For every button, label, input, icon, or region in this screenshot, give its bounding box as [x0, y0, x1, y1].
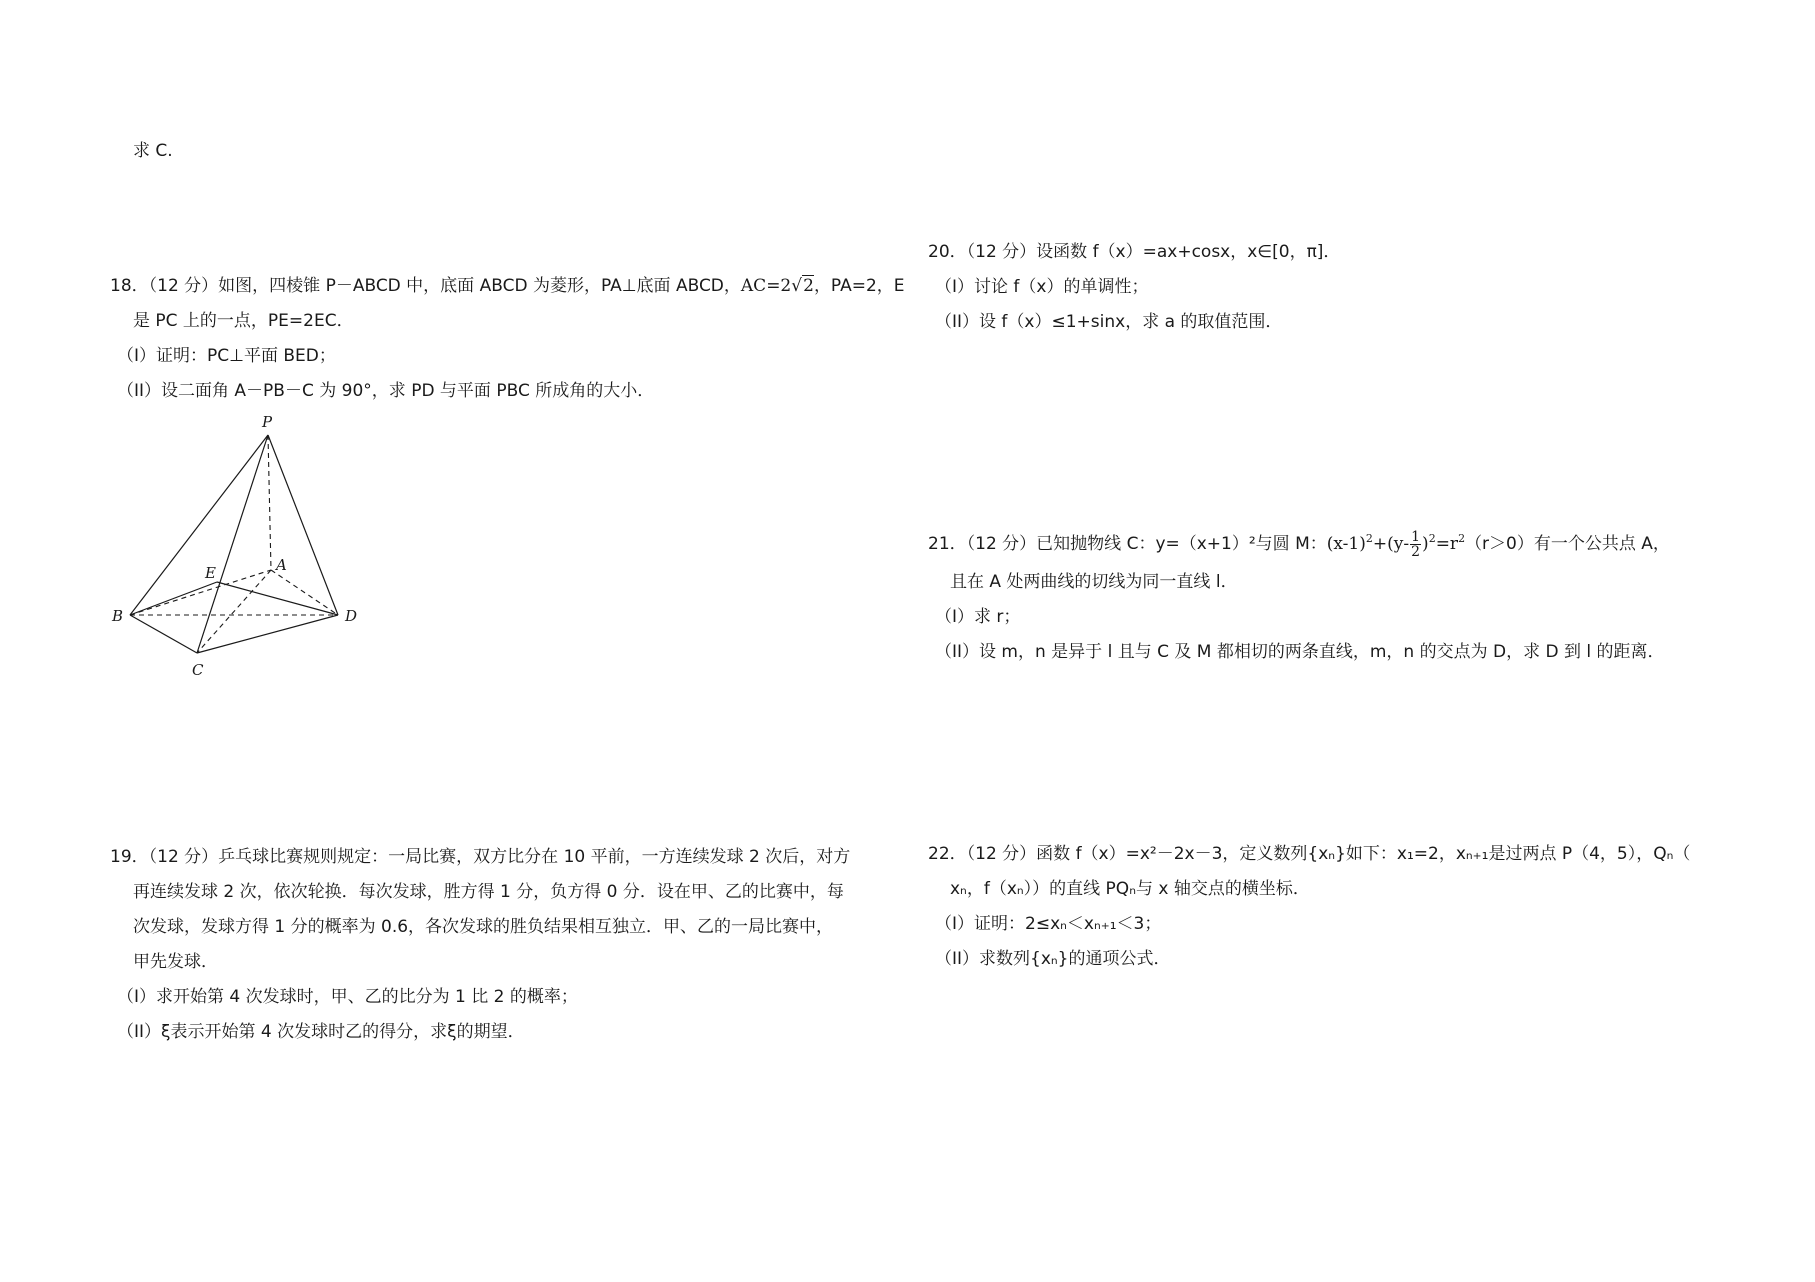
q21-eq-d: =r: [1435, 534, 1459, 554]
q21-eq-exp2: 2: [1428, 532, 1436, 545]
q19-line2: 再连续发球 2 次，依次轮换．每次发球，胜方得 1 分，负方得 0 分．设在甲、乙的比赛中，每: [133, 882, 844, 902]
edge-ED: [217, 582, 338, 615]
q22-line1: 22．（12 分）函数 f（x）=x²－2x－3，定义数列{xₙ}如下：x₁=2，xₙ₊₁是过两点 P（4，5），Qₙ（: [928, 844, 1691, 864]
q20-part1: （I）讨论 f（x）的单调性；: [935, 277, 1149, 297]
label-B: B: [112, 607, 124, 625]
q18-sqrt: √2: [791, 276, 814, 296]
q21-tail: （r＞0）有一个公共点 A，: [1465, 534, 1670, 554]
q18-part2: （II）设二面角 A－PB－C 为 90°，求 PD 与平面 PBC 所成角的大小．: [117, 381, 655, 401]
label-C: C: [192, 661, 204, 679]
q18-head: 18．（12 分）如图，四棱锥 P－ABCD 中，底面 ABCD 为菱形，PA⊥底面 ABCD，: [110, 276, 741, 296]
q21-line2: 且在 A 处两曲线的切线为同一直线 l．: [950, 572, 1238, 592]
q18-line1: [110, 275, 905, 297]
pyramid-figure: [100, 405, 380, 685]
q21-eq-exp3: 2: [1458, 532, 1466, 545]
q21-eq: [1326, 529, 1466, 560]
q21-frac-num: 1: [1411, 529, 1421, 545]
q18-part1: （I）证明：PC⊥平面 BED；: [117, 346, 336, 366]
q19-part2: （II）ξ表示开始第 4 次发球时乙的得分，求ξ的期望．: [117, 1022, 525, 1042]
edge-BC: [130, 615, 197, 653]
edge-PB: [130, 435, 268, 615]
edge-AC: [197, 570, 271, 653]
q21-eq-a: (x-1): [1326, 534, 1366, 554]
q21-eq-exp1: 2: [1365, 532, 1373, 545]
q19-line4: 甲先发球．: [133, 952, 218, 972]
edge-AD: [271, 570, 338, 615]
q21-frac-den: 2: [1411, 544, 1421, 560]
q18-line2: 是 PC 上的一点，PE=2EC．: [133, 311, 354, 331]
q17-tail: 求 C.: [133, 141, 173, 161]
q21-part1: （I）求 r；: [935, 607, 1021, 627]
edge-CD: [197, 615, 338, 653]
edge-PD: [268, 435, 338, 615]
q21-line1: [928, 522, 1670, 561]
q19-line1: 19．（12 分）乒乓球比赛规则规定：一局比赛，双方比分在 10 平前，一方连续发球 2 次后，对方: [110, 847, 851, 867]
q19-part1: （I）求开始第 4 次发球时，甲、乙的比分为 1 比 2 的概率；: [117, 987, 578, 1007]
q22-part1: （I）证明：2≤xₙ＜xₙ₊₁＜3；: [935, 914, 1162, 934]
q22-line2: xₙ，f（xₙ））的直线 PQₙ与 x 轴交点的横坐标．: [950, 879, 1310, 899]
label-P: P: [262, 413, 273, 431]
q19-line3: 次发球，发球方得 1 分的概率为 0.6，各次发球的胜负结果相互独立．甲、乙的一局比赛中，: [133, 917, 834, 937]
q21-eq-c: ): [1422, 534, 1429, 554]
label-A: A: [276, 556, 287, 574]
label-E: E: [205, 564, 216, 582]
edge-BA: [130, 570, 271, 615]
label-D: D: [345, 607, 358, 625]
q21-head: 21．（12 分）已知抛物线 C：y=（x+1）²与圆 M：: [928, 534, 1327, 554]
q18-ac-label: AC=2: [740, 276, 792, 296]
q21-eq-b: +(y-: [1372, 534, 1410, 554]
q21-eq-frac: [1410, 530, 1421, 559]
edge-PA: [268, 435, 271, 570]
q20-line1: 20．（12 分）设函数 f（x）=ax+cosx，x∈[0，π]．: [928, 242, 1341, 262]
q20-part2: （II）设 f（x）≤1+sinx，求 a 的取值范围．: [935, 312, 1283, 332]
q18-tail: ，PA=2，E: [813, 276, 905, 296]
edge-PC: [197, 435, 268, 653]
q22-part2: （II）求数列{xₙ}的通项公式．: [935, 949, 1171, 969]
q18-sqrt-value: 2: [803, 276, 814, 296]
q21-part2: （II）设 m，n 是异于 l 且与 C 及 M 都相切的两条直线，m，n 的交点为 D，求 D 到 l 的距离．: [935, 642, 1665, 662]
